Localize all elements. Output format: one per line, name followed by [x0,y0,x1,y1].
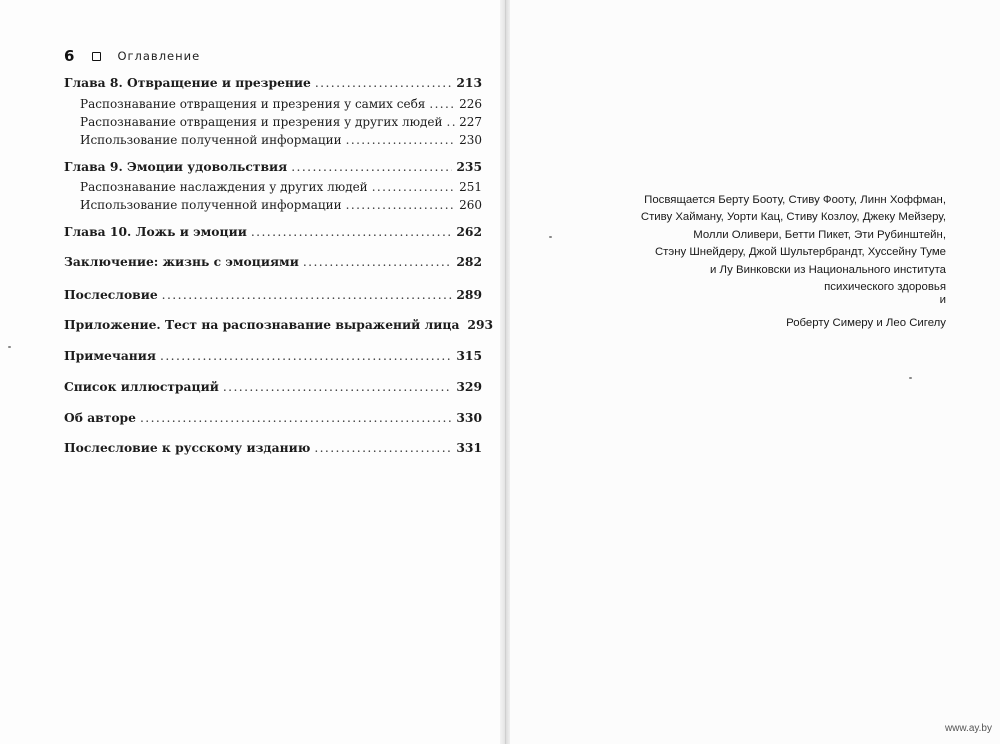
toc-entry [80,178,482,196]
toc-entry [64,286,482,304]
dedication-line: и Лу Винковски из Национального института [710,263,946,276]
toc-entry-label: Использование полученной информации [80,133,342,147]
toc-entry [64,378,482,396]
dedication-line: Стэну Шнейдеру, Джой Шультербрандт, Хуссейну Туме [654,246,946,259]
toc-entry-page: 262 [456,224,482,239]
toc-entry-label: Распознавание отвращения и презрения у других людей [80,115,443,129]
toc-entry [80,196,482,214]
toc-entry [64,74,482,92]
dot-leader [140,409,452,427]
second-dedication: Роберту Симеру и Лео Сигелу [786,317,946,329]
toc-entry-label: Примечания [64,348,157,363]
toc-entry [80,95,482,113]
toc-entry-label: Приложение. Тест на распознавание выражений лица [64,317,460,332]
dedication-conjunction: и [939,294,946,306]
dot-leader [303,253,452,271]
dedication-line: Молли Оливери, Бетти Пикет, Эти Рубинштейн, [693,228,946,241]
scan-speck [909,377,912,379]
right-page [508,0,1000,744]
toc-entry [64,347,482,365]
dot-leader [314,439,452,457]
toc-entry-page: 260 [459,198,482,212]
scan-speck [8,346,11,348]
toc-entry [64,316,494,334]
toc-entry-page: 251 [459,180,482,194]
dot-leader [447,113,456,131]
toc-entry [64,253,482,271]
toc-entry-label: Глава 8. Отвращение и презрение [64,75,311,90]
toc-entry [64,223,482,241]
toc-entry-page: 330 [456,410,482,425]
toc-entry-label: Список иллюстраций [64,379,219,394]
square-bullet-icon [92,52,101,61]
toc-entry-label: Послесловие к русскому изданию [64,440,311,455]
dedication-line: Стиву Хайману, Уорти Кац, Стиву Козлоу, Джеку Мейзеру, [640,211,946,224]
toc-entry-label: Послесловие [64,287,158,302]
dot-leader [346,131,455,149]
dot-leader [251,223,453,241]
toc-entry [80,131,482,149]
toc-entry-page: 227 [459,115,482,129]
toc-entry-page: 235 [456,159,482,174]
scan-speck [549,236,552,238]
toc-entry-label: Заключение: жизнь с эмоциями [64,254,299,269]
toc-entry [64,409,482,427]
dot-leader [291,158,452,176]
dot-leader [160,347,452,365]
running-title: Оглавление [117,49,201,63]
dot-leader [315,74,452,92]
toc-entry-page: 329 [456,379,482,394]
toc-entry-page: 226 [459,97,482,111]
toc-entry [64,439,482,457]
dedication-text [600,192,946,296]
dot-leader [372,178,455,196]
toc-entry-label: Использование полученной информации [80,198,342,212]
toc-entry-page: 293 [467,317,494,332]
dot-leader [346,196,455,214]
dot-leader [223,378,453,396]
toc-entry-label: Распознавание отвращения и презрения у самих себя [80,97,426,111]
toc-entry-page: 331 [456,440,482,455]
dot-leader [162,286,453,304]
toc-entry-page: 289 [456,287,482,302]
dot-leader [429,95,455,113]
running-head [64,46,200,66]
toc-entry [64,158,482,176]
toc-entry-page: 282 [456,254,482,269]
toc-entry-label: Распознавание наслаждения у других людей [80,180,368,194]
dedication-line: Посвящается Берту Бооту, Стиву Фооту, Линн Хоффман, [644,194,946,206]
toc-entry-page: 315 [456,348,482,363]
page-number: 6 [64,47,75,65]
toc-entry-label: Об авторе [64,410,136,425]
toc-entry-page: 213 [456,75,482,90]
toc-entry-label: Глава 10. Ложь и эмоции [64,224,247,239]
toc-entry-label: Глава 9. Эмоции удовольствия [64,159,288,174]
gutter-fold-line [505,0,506,744]
toc-entry [80,113,482,131]
toc-entry-page: 230 [459,133,482,147]
dedication-line: психического здоровья [824,281,946,294]
watermark: www.ay.by [944,723,992,734]
